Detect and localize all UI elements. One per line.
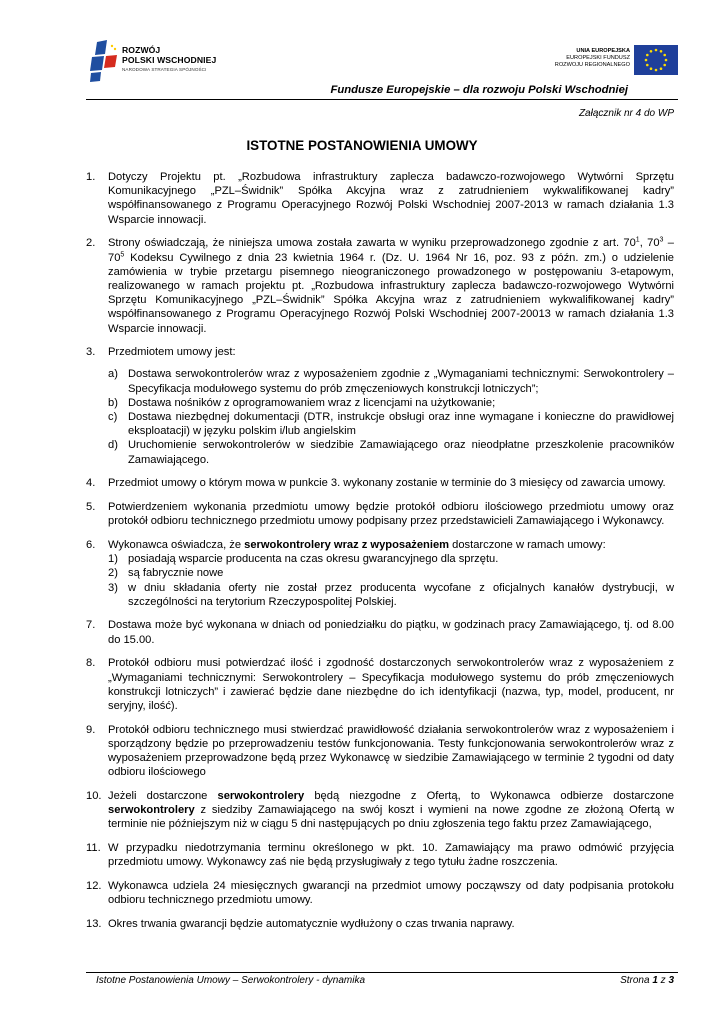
clause-2-part-a: Strony oświadczają, że niniejsza umowa została zawarta w wyniku przeprowadzonego zgodnie z art. 70 (108, 237, 636, 250)
list-text: posiadają wsparcie producenta na czas okresu gwarancyjnego dla sprzętu. (128, 553, 499, 566)
clause-number: 1. (86, 171, 96, 183)
clause-lead: Przedmiotem umowy jest: (108, 346, 236, 359)
eu-line1: UNIA EUROPEJSKA (576, 48, 630, 54)
list-item (108, 552, 674, 566)
clause-6-lead-c: dostarczone w ramach umowy: (449, 538, 606, 551)
clause-text: Wykonawca udziela 24 miesięcznych gwarancji na przedmiot umowy począwszy od daty podpisania protokołu odbioru technicznego przedmiotu umowy. (108, 880, 674, 907)
list-item (108, 581, 674, 609)
clause-4 (86, 476, 674, 490)
clause-10 (86, 789, 674, 832)
clause-10-part-e: z siedziby Zamawiającego na swój koszt i wymieni na nowe zgodne ze złożoną Ofertą w terminie nie późniejszym niż w ciągu 5 dni następujących po dniu zgłoszenia tego faktu przez Zamawiającego, (108, 804, 674, 831)
header-divider (86, 99, 678, 100)
clause-5 (86, 500, 674, 528)
clause-number: 13. (86, 917, 102, 930)
list-text: Dostawa niezbędnej dokumentacji (DTR, instrukcje obsługi oraz inne wymagane i konieczne do prawidłowej eksploatacji) w języku polskim i/lub angielskim (128, 411, 674, 438)
superscript: 1 (635, 236, 640, 244)
list-item (108, 438, 674, 466)
list-item (108, 367, 674, 395)
clause-text: Protokół odbioru technicznego musi stwierdzać prawidłowość działania serwokontrolerów wraz z wyposażeniem i sporządzony będzie po przeprowadzeniu testów funkcjonowania. Testy funkcjonowania serwokontrolerów wraz z wyposażeniem przeprowadzone będą przez Wykonawcę w siedzibie Zamawiającego w terminie 2 tygodni od daty odbioru ilościowego (108, 723, 674, 779)
clause-6-lead-a: Wykonawca oświadcza, że (108, 538, 245, 551)
clause-8 (86, 656, 674, 713)
clause-10-bold-1: serwokontrolery (217, 790, 305, 803)
document-title: ISTOTNE POSTANOWIENIA UMOWY (246, 138, 478, 153)
list-text: Dostawa serwokontrolerów wraz z wyposażeniem zgodnie z „Wymaganiami technicznymi: Serwokontrolery – Specyfikacja modułowego systemu do prób zmęczeniowych konstrukcji lotniczych”; (128, 368, 674, 395)
eu-flag-icon (634, 45, 678, 75)
logo-left-line1: ROZWÓJ (122, 45, 161, 55)
list-label: a) (108, 368, 118, 381)
sub-list (108, 367, 674, 466)
clause-number: 10. (86, 790, 102, 803)
list-text: w dniu składania oferty nie został przez producenta wycofane z oficjalnych kanałów dystrybucji, w szczególności na terytorium Rzeczypospolitej Polskiej. (128, 581, 674, 608)
annex-label: Załącznik nr 4 do WP (578, 108, 674, 119)
clause-text: Przedmiot umowy o którym mowa w punkcie 3. wykonany zostanie w terminie do 3 miesięcy od zawarcia umowy. (108, 477, 666, 490)
list-item (108, 396, 674, 410)
clause-number: 2. (86, 237, 96, 250)
rpw-emblem-icon (88, 40, 120, 82)
sub-list (108, 552, 674, 609)
document-body (86, 170, 674, 941)
footer-document-name: Istotne Postanowienia Umowy – Serwokontrolery - dynamika (96, 975, 366, 986)
footer-divider (86, 972, 678, 973)
clause-2 (86, 236, 674, 335)
list-label: d) (108, 439, 118, 452)
clause-12 (86, 879, 674, 907)
list-label: c) (108, 411, 118, 424)
clause-number: 8. (86, 657, 96, 670)
clause-text: Okres trwania gwarancji będzie automatycznie wydłużony o czas trwania naprawy. (108, 917, 515, 930)
page-separator: z (657, 975, 669, 986)
clause-9 (86, 723, 674, 780)
clause-number: 12. (86, 880, 102, 893)
clause-2-part-b: , 70 (639, 237, 660, 250)
clause-number: 11. (86, 842, 101, 855)
page-total: 3 (668, 975, 674, 986)
clause-number: 9. (86, 723, 96, 736)
clause-text: W przypadku niedotrzymania terminu określonego w pkt. 10. Zamawiający ma prawo odmówić przyjęcia przedmiotu umowy. Wykonawcy zaś nie będą przysługiwały z tego tytułu żadne roszczenia. (108, 842, 674, 869)
list-item (108, 566, 674, 580)
superscript: 3 (659, 236, 664, 244)
clause-number: 6. (86, 538, 96, 551)
eu-line3: ROZWOJU REGIONALNEGO (554, 62, 630, 68)
clause-text (108, 789, 674, 832)
clause-number: 3. (86, 346, 96, 359)
clause-text: Dotyczy Projektu pt. „Rozbudowa infrastruktury zaplecza badawczo-rozwojowego Wytwórni Sprzętu Komunikacyjnego „PZL–Świdnik” Spółka Akcyjna wraz z zatrudnieniem wykwalifikowanej kadry” współfinansowanego z Programu Operacyjnego Rozwój Polski Wschodniej 2007-2013 w ramach działania 1.3 Wsparcie innowacji. (108, 171, 674, 226)
page-prefix: Strona (620, 975, 653, 986)
superscript: 5 (120, 250, 125, 258)
clause-number: 5. (86, 501, 96, 514)
logo-left-line2: POLSKI WSCHODNIEJ (122, 55, 217, 65)
clause-text: Potwierdzeniem wykonania przedmiotu umowy będzie protokół odbioru ilościowego przedmiotu umowy oraz protokół odbioru technicznego przedmiotu umowy podpisany przez przedstawicieli Zamawiającego i Wykonawcy. (108, 501, 674, 528)
list-label: 3) (108, 581, 118, 594)
clause-3 (86, 345, 674, 467)
list-text: Dostawa nośników z oprogramowaniem wraz z licencjami na użytkowanie; (128, 396, 496, 409)
page-number (620, 975, 674, 986)
list-item (108, 410, 674, 438)
list-text: Uruchomienie serwokontrolerów w siedzibie Zamawiającego oraz nieodpłatne przeszkolenie pracowników Zamawiającego. (128, 439, 674, 466)
logo-left-line3: NARODOWA STRATEGIA SPÓJNOŚCI (122, 67, 207, 72)
clause-2-part-c: – 70 (108, 237, 674, 264)
clause-1 (86, 170, 674, 227)
clause-text (108, 236, 674, 335)
clause-10-bold-2: serwokontrolery (108, 804, 195, 817)
clause-2-part-d: Kodeksu Cywilnego z dnia 23 kwietnia 1964 r. (Dz. U. 1964 Nr 16, poz. 93 z późn. zm.) o udzielenie zamówienia w trybie przetargu pisemnego nieograniczonego prowadzonego w postępowaniu 3-etapowym, realizowanego w ramach projektu pt. „Rozbudowa infrastruktury zaplecza badawczo-rozwojowego Wytwórni Sprzętu Komunikacyjnego „PZL–Świdnik” Spółka Akcyjna wraz z zatrudnieniem wykwalifikowanej kadry” współfinansowanego z Programu Operacyjnego Rozwój Polski Wschodniej 2007-20013 w ramach działania 1.3 Wsparcie innowacji. (108, 251, 674, 335)
list-label: 2) (108, 567, 118, 580)
clause-number: 4. (86, 477, 96, 490)
clause-13 (86, 917, 674, 931)
clause-text: Dostawa może być wykonana w dniach od poniedziałku do piątku, w godzinach pracy Zamawiającego, tj. od 8.00 do 15.00. (108, 619, 674, 646)
clause-text: Protokół odbioru musi potwierdzać ilość i zgodność dostarczonych serwokontrolerów wraz z wyposażeniem z „Wymaganiami technicznymi: Serwokontrolery – Specyfikacja modułowego systemu do prób zmęczeniowych konstrukcji lotniczych” i zawierać będzie dane niezbędne do ich identyfikacji (nazwa, typ, model, producent, nr seryjny, ilość). (108, 657, 674, 712)
clause-10-part-c: będą niezgodne z Ofertą, to Wykonawca odbierze dostarczone (304, 790, 674, 803)
clause-7 (86, 618, 674, 646)
eu-line2: EUROPEJSKI FUNDUSZ (566, 55, 630, 61)
clause-10-part-a: Jeżeli dostarczone (108, 790, 218, 803)
rozwoj-polski-wschodniej-logo (88, 40, 238, 84)
header-motto: Fundusze Europejskie – dla rozwoju Polski Wschodniej (330, 84, 628, 96)
list-label: 1) (108, 553, 118, 566)
clause-lead (108, 538, 674, 552)
eu-logo (540, 45, 678, 79)
page-current: 1 (652, 975, 658, 986)
clause-number: 7. (86, 619, 96, 632)
list-label: b) (108, 396, 118, 409)
clause-11 (86, 841, 674, 869)
clause-6-lead-bold: serwokontrolery wraz z wyposażeniem (244, 538, 450, 551)
clause-6 (86, 538, 674, 609)
list-text: są fabrycznie nowe (128, 567, 224, 580)
